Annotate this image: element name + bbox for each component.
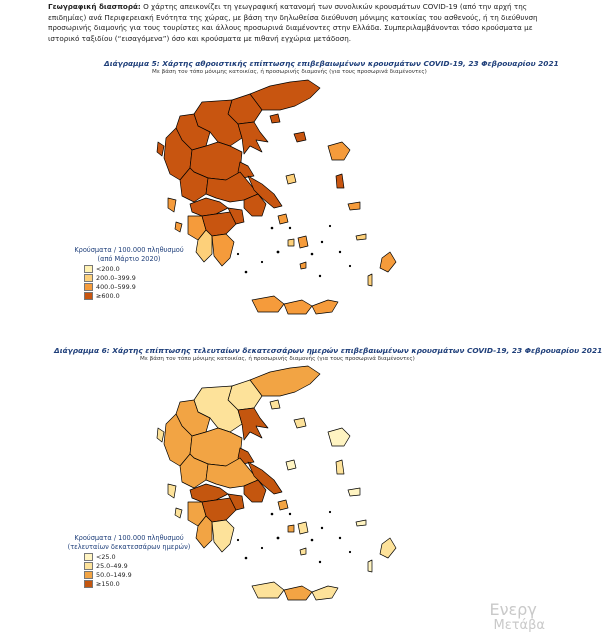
legend-item: 400.0–599.9: [84, 282, 204, 291]
figure6-legend-subtitle: (τελευταίων δεκατεσσάρων ημερών): [67, 543, 191, 551]
legend-swatch: [84, 283, 93, 291]
legend-swatch: [84, 553, 93, 561]
island-naxos: [298, 236, 308, 248]
island-skyros: [286, 174, 296, 184]
island-rhodes: [380, 252, 396, 272]
region-crete-central: [284, 586, 312, 600]
island-thasos: [270, 114, 280, 123]
island-samos: [348, 488, 360, 496]
island-kos: [356, 520, 366, 526]
figure5-legend-subtitle: (από Μάρτιο 2020): [97, 255, 161, 263]
island-samos: [348, 202, 360, 210]
island-karpathos: [368, 274, 372, 286]
figure6-subtitle: Με βάση τον τόπο μόνιμης κατοικίας, ή προσωρινής διαμονής (για τους προσωρινά διαμένοντες): [140, 356, 415, 362]
intro-label: Γεωγραφική διασπορά:: [48, 2, 141, 11]
island-lesvos: [328, 142, 350, 160]
island-andros: [278, 214, 288, 224]
region-crete-central: [284, 300, 312, 314]
region-chalkidiki: [238, 408, 268, 440]
region-lakonia: [212, 234, 234, 266]
legend-item: ≥600.0: [84, 291, 204, 300]
island-chios: [336, 174, 344, 188]
island-zakynthos: [175, 508, 182, 518]
legend-swatch: [84, 571, 93, 579]
island-chios: [336, 460, 344, 474]
figure5-legend: [54, 246, 204, 300]
watermark-line1: Ενεργ: [489, 600, 537, 619]
island-zakynthos: [175, 222, 182, 232]
island-kefalonia: [168, 198, 176, 212]
island-skyros: [286, 460, 296, 470]
island-rhodes: [380, 538, 396, 558]
island-lemnos: [294, 132, 306, 142]
island-paros: [288, 525, 294, 532]
region-crete-west: [252, 582, 284, 598]
region-thrace: [250, 80, 320, 110]
figure6-title: Διάγραμμα 6: Χάρτης επίπτωσης τελευταίων δεκατεσσάρων ημερών επιβεβαιωμένων κρουσμάτων COVID-19, 23 Φεβρουαρίου 2021: [54, 346, 602, 355]
activation-watermark: [489, 602, 545, 634]
legend-item: <200.0: [84, 264, 204, 273]
legend-item: ≥150.0: [84, 579, 204, 588]
region-crete-east: [312, 586, 338, 600]
watermark-line2: Μετάβα: [493, 618, 545, 633]
legend-swatch: [84, 562, 93, 570]
figure6-legend: [54, 534, 204, 588]
legend-item: <25.0: [84, 552, 204, 561]
region-lakonia: [212, 520, 234, 552]
island-karpathos: [368, 560, 372, 572]
legend-swatch: [84, 580, 93, 588]
legend-swatch: [84, 265, 93, 273]
legend-item: 50.0–149.9: [84, 570, 204, 579]
legend-item: 25.0–49.9: [84, 561, 204, 570]
region-chalkidiki: [238, 122, 268, 154]
island-kefalonia: [168, 484, 176, 498]
region-crete-west: [252, 296, 284, 312]
intro-text: Ο χάρτης απεικονίζει τη γεωγραφική κατανομή των συνολικών κρουσμάτων COVID-19 (από την αρχή της επιδημίας) ανά Περιφερειακή Ενότητα της χώρας, με βάση την δηλωθείσα διεύθυνση μόνιμης κατοικίας του ασθενούς, ή τη διεύθυνση προσωρινής διαμονής για τους τουρίστες και άλλους προσωρινά διαμένοντες στην Ελλάδα. Συμπεριλαμβάνονται τόσο κρούσματα με ιστορικό ταξιδίου (“εισαγόμενα”) όσο και κρούσματα με πιθανή εγχώρια μετάδοση.: [48, 2, 538, 43]
island-lemnos: [294, 418, 306, 428]
island-corfu: [157, 428, 164, 442]
island-santorini: [300, 548, 306, 555]
intro-paragraph: [48, 2, 538, 44]
region-crete-east: [312, 300, 338, 314]
region-thrace: [250, 366, 320, 396]
island-lesvos: [328, 428, 350, 446]
island-santorini: [300, 262, 306, 269]
island-andros: [278, 500, 288, 510]
figure5-subtitle: Με βάση τον τόπο μόνιμης κατοικίας, ή προσωρινής διαμονής (για τους προσωρινά διαμένοντες): [152, 69, 427, 75]
legend-swatch: [84, 274, 93, 282]
figure5-title: Διάγραμμα 5: Χάρτης αθροιστικής επίπτωσης επιβεβαιωμένων κρουσμάτων COVID-19, 23 Φεβρουαρίου 2021: [104, 59, 559, 68]
island-corfu: [157, 142, 164, 156]
island-thasos: [270, 400, 280, 409]
legend-item: 200.0–399.9: [84, 273, 204, 282]
island-paros: [288, 239, 294, 246]
figure6-legend-title: Κρούσματα / 100.000 πληθυσμού: [74, 534, 184, 542]
island-naxos: [298, 522, 308, 534]
legend-swatch: [84, 292, 93, 300]
island-kos: [356, 234, 366, 240]
figure5-legend-title: Κρούσματα / 100.000 πληθυσμού: [74, 246, 184, 254]
